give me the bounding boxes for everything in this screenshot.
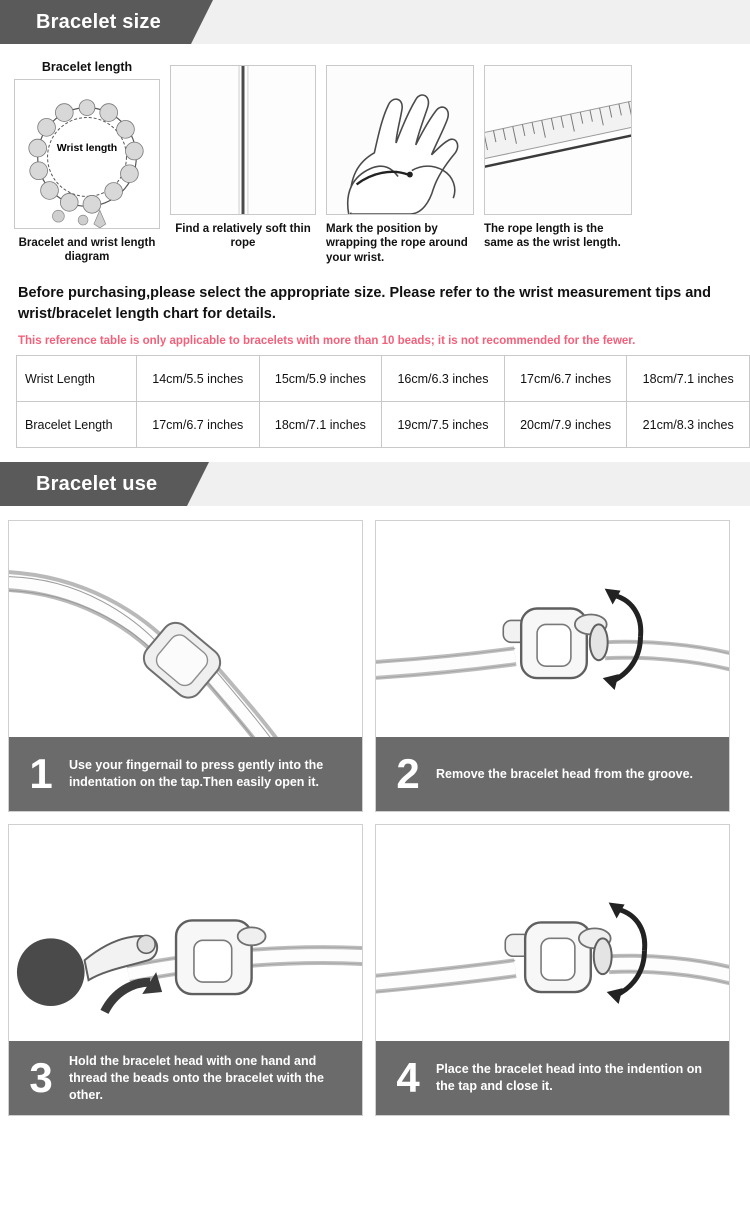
use-step-overlay — [376, 1041, 729, 1115]
bracelet-size-section — [0, 44, 750, 448]
table-cell: 18cm/7.1 inches — [259, 402, 382, 448]
table-cell: 20cm/7.9 inches — [504, 402, 627, 448]
thin-rope-icon — [171, 66, 315, 214]
measurement-step-caption: Find a relatively soft thin rope — [175, 223, 311, 250]
bracelet-use-section — [0, 506, 750, 1116]
measurement-step — [326, 60, 474, 265]
bracelet-length-label: Bracelet length — [41, 60, 133, 74]
table-cell: 14cm/5.5 inches — [137, 356, 260, 402]
use-step-number: 1 — [29, 750, 53, 798]
ruler-measuring-rope-box — [484, 65, 632, 215]
bracelet-diagram-icon — [15, 80, 159, 228]
section-banner-bracelet-use — [0, 462, 750, 506]
hand-wrapping-rope-box — [326, 65, 474, 215]
measurement-steps-row — [8, 60, 742, 265]
measurement-step-caption: Bracelet and wrist length diagram — [18, 237, 156, 264]
measurement-step-caption: The rope length is the same as the wrist length. — [484, 223, 621, 250]
use-step-number: 2 — [396, 750, 420, 798]
section-banner-bracelet-size — [0, 0, 750, 44]
use-step-overlay — [376, 737, 729, 811]
measurement-step-caption: Mark the position by wrapping the rope around your wrist. — [326, 223, 468, 264]
use-step-overlay — [9, 1041, 362, 1115]
table-cell: 17cm/6.7 inches — [504, 356, 627, 402]
measurement-step — [484, 60, 632, 265]
use-step-number: 4 — [396, 1054, 420, 1102]
use-step-text: Remove the bracelet head from the groove. — [436, 766, 694, 781]
thin-rope-box — [170, 65, 316, 215]
use-step-card — [375, 520, 730, 812]
size-chart-table — [16, 355, 750, 448]
use-step-text: Hold the bracelet head with one hand and thread the beads onto the bracelet with the other. — [69, 1053, 324, 1102]
section-title-bracelet-size: Bracelet size — [0, 0, 191, 44]
bracelet-diagram-box — [14, 79, 160, 229]
hand-wrapping-rope-icon — [327, 66, 473, 214]
row-header-wrist-length: Wrist Length — [17, 356, 137, 402]
use-step-card — [8, 824, 363, 1116]
table-row — [17, 356, 750, 402]
purchase-notice: Before purchasing,please select the appropriate size. Please refer to the wrist measurement tips and wrist/bracelet length chart for details. — [18, 285, 712, 323]
use-step-card — [375, 824, 730, 1116]
reference-table-note: This reference table is only applicable to bracelets with more than 10 beads; it is not recommended for the fewer. — [18, 335, 636, 348]
table-cell: 16cm/6.3 inches — [382, 356, 505, 402]
use-step-text: Use your fingernail to press gently into the indentation on the tap.Then easily open it. — [69, 758, 324, 790]
table-row — [17, 402, 750, 448]
table-cell: 21cm/8.3 inches — [627, 402, 750, 448]
use-step-card — [8, 520, 363, 812]
use-step-number: 3 — [29, 1054, 53, 1102]
table-cell: 18cm/7.1 inches — [627, 356, 750, 402]
table-cell: 17cm/6.7 inches — [137, 402, 260, 448]
wrist-length-label: Wrist length — [56, 142, 118, 154]
use-step-overlay — [9, 737, 362, 811]
table-cell: 19cm/7.5 inches — [382, 402, 505, 448]
measurement-step — [14, 60, 160, 265]
table-cell: 15cm/5.9 inches — [259, 356, 382, 402]
row-header-bracelet-length: Bracelet Length — [17, 402, 137, 448]
ruler-icon — [485, 66, 631, 214]
section-title-bracelet-use: Bracelet use — [0, 462, 187, 506]
use-step-text: Place the bracelet head into the indention on the tap and close it. — [436, 1062, 703, 1094]
measurement-step — [170, 60, 316, 265]
